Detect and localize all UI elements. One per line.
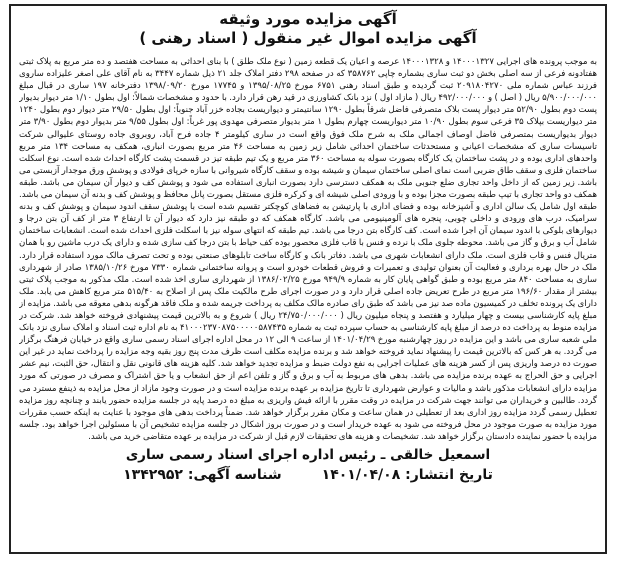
signature-line: اسمعیل خالقی ـ رئیس اداره اجرای اسناد رسمی ساری	[125, 447, 491, 463]
notice-id-label: شناسه آگهی:	[187, 467, 282, 483]
notice-id-value: ۱۳۴۲۹۵۲	[123, 467, 183, 483]
publication-date	[322, 466, 493, 484]
notice-id	[123, 466, 282, 484]
notice-header	[11, 6, 605, 48]
publication-date-label: تاریخ انتشار:	[405, 467, 493, 483]
notice-body: به موجب پرونده های اجرایی ۱۴۰۰۰۱۳۲۷ و ۱۴۰۰۰۱۳۲۸ عرصه و اعیان یک قطعه زمین ( نوع ملک طلق ) با بنای احداثی به مساحت هفتصد و ده متر مربع به پلاک ثبتی هفتادونه فرعی از سه اصلی بخش دو ثبت ساری بشماره چاپی ۳۵۸۷۶۲ که در صفحه ۲۹۸ دفتر املاک جلد ۲۱ ذیل شماره ۳۴۴۷ به نام آقای علی اصغر علیزاده ساروی فرزند عباس شماره ملی ۲۰۹۱۸۰۴۲۷۰ ثبت گردیده و طبق اسناد رهنی ۶۷۵۱ مورخ ۱۳۹۵/۰۸/۲۵ و ۱۷۷۴۵ مورخ ۱۳۹۸/۰۹/۲۰ دفترخانه ۱۹۷ ساری در قبال مبلغ ۵/۹۰۰/۰۰۰/۰۰۰ ریال ( اصل ) و ۴۹۲/۰۰۰/۰۰۰ ریال ( مازاد اول ) نزد بانک کشاورزی در قید رهن قرار دارد. با حدود و مشخصات شمالاً: اول بطول ۱/۱۰ متر دیوار بدیوار پست دوم بطول ۵۲/۹۰ متر دیوار پست بلاک متصرفی فاضل شرقاً بطول ۱۲۹۰ سانتیمتر و دیواریست بجاده خزر آباد جنوباً: اول بطول ۲۹/۵۰ متر دیوار دوم بطول ۱۲۴۰ متر دیواریست بپلاک ۳۵ فرعی سوم بطول ۱۰/۹۰ متر دیواریست چهارم بطول ۱ متر بدیوار متصرفی مهدوی پور غرباً: اول بطول ۹/۵۵ متر بدیوار دوم بطول ۳/۹۰ متر دیوار بدیواریست بمتصرفی فاضل اوصاف اجمالی ملک به شرح ملک فوق واقع است در ساری کیلومتر ۴ جاده فرح آباد، روبروی جاده روستای علیوالی شرکت تاسیسات ساری که مشخصات اعیانی و مستحدثات ساختمان احداثی شامل زیر زمین به مساحت ۴۶ متر مربع بصورت انباری، همکف به مساحت ۱۳۴ متر مربع واحدهای اداری بوده و در پشت ساختمان یک کارگاه بصورت سوله به مساحت ۳۶۰ متر مربع و یک تیم طبقه تیز در قسمت پشت کارگاه احداث شده است. نوع اسکلت ساختمان فلزی و سقف طاق ضربی است نمای اصلی ساختمان سیمان و شیشه بوده و سقف کارگاه شیروانی با سازه خرپای فولادی و پوشش ورق موجدار آزبستی می باشد. زیر زمین که از داخل واحد تجاری ضلع جنوبی ملک به همکف دسترسی دارد بصورت انباری استفاده می شود و پوشش کف و دیوار آن سیمان می باشد. طبقه همکف دو واحد تجاری با تیپ طبقه بصورت مجزا بوده و با ورودی اصلی شیشه ای و کرکره فلزی مستقل بصورت پانل محافظ و پوشش کف و بدنه آن سیمان می باشد. طبقه اول شامل یک سالن اداری و آشپزخانه بوده و فضای اداری با پارتیشن به فضاهای کوچکتر تقسیم شده است با پوشش سقف اندود سیمان و پوشش کف و بدنه سرامیک، درب های ورودی و داخلی چوبی، پنجره های آلومینیومی می باشد. کارگاه همکف که دو طبقه نیز دارد که دیوار آن تا ارتفاع ۳ متر از کف آن بتن درجا و دیوارهای بلوکی با اندود سیمان آن اجرا شده است. کف کارگاه بتن درجا می باشد. تیم طبقه که انتهای سوله نیز با اسکلت فلزی احداث شده است. انشعابات ساختمان شامل آب و برق و گاز می باشد. محوطه جلوی ملک با نرده و فنس با قاب فلزی محصور بوده کف حیاط با بتن درجا کف سازی شده و دارای یک درب ماشین رو با همان متریال فنس و قاب فلزی است. ملک دارای انشعابات شهری می باشد. دفاتر بانک و کارگاه ساخت تابلوهای صنعتی بوده و تحت تصرف مالک مورد استفاده قرار دارد. ملک در حال بهره برداری و فعالیت آن بعنوان تولیدی و تعمیرات و فروش قطعات خودرو است و پروانه ساختمانی شماره ۷۳۳۰ مورخ ۱۳۸۵/۱۰/۲۶ صادر از شهرداری ساری به مساحت ۸۴۰ متر مربع بوده و طبق گواهی پایان کار به شماره ۹۴۹/۹ مورخ ۱۳۸۶/۰۲/۲۵ از شهرداری ساری اخذ شده است. ملک مذکور به موجب پلاک ثبتی بیشتر از مقدار ۱۹۶/۶۰ متر مربع در طرح تعریض جاده اصلی قرار دارد و در صورت اجرای طرح مالکیت ملک پس از اصلاح به ۵۱۵/۴۰ متر مربع کاهش می یابد. ملک دارای یک پرونده تخلف در کمیسیون ماده صد نیز می باشد که طبق رای صادره مالک مکلف به پرداخت جریمه شده و ملک فاقد هرگونه بدهی معوقه می باشد. مزایده از مبلغ پایه کارشناسی بیست و چهار میلیارد و هفتصد و پنجاه میلیون ریال ( ۲۴/۷۵۰/۰۰۰/۰۰۰ ریال ) شروع و به بالاترین قیمت پیشنهادی فروخته خواهد شد. شرکت در مزایده منوط به پرداخت ده درصد از مبلغ پایه کارشناسی به حساب سپرده ثبت به شماره ۴۱۰۰۰۲۳۷۰۸۷۵۰۰۰۰۰۵۸۷۴۳۵ به نام اداره ثبت اسناد و املاک ساری نزد بانک ملی شعبه ساری می باشد و این مزایده در روز چهارشنبه مورخ ۱۴۰۱/۰۴/۲۹ از ساعت ۹ الی ۱۲ در محل اداره اجرای اسناد رسمی ساری واقع در خیابان فرهنگ برگزار می گردد. به هر کس که بالاترین قیمت را پیشنهاد نماید فروخته خواهد شد و برنده مزایده مکلف است ظرف مدت پنج روز بقیه وجه مزایده را پرداخت نماید در غیر این صورت ده درصد واریزی پس از کسر هزینه های عملیات اجرایی به نفع دولت ضبط و مزایده تجدید خواهد شد. کلیه هزینه های قانونی نقل و انتقال، حق الثبت، نیم عشر اجرایی و حق الحراج به عهده برنده مزایده می باشد. بدهی های مربوط به آب و برق و گاز و تلفن اعم از حق انشعاب و یا حق اشتراک و مصرف در صورتی که مورد مزایده دارای انشعابات مذکور باشد و مالیات و عوارض شهرداری تا تاریخ مزایده بر عهده برنده مزایده است و در صورت وجود مازاد از محل مزایده به ذینفع مسترد می گردد. طالبین و خریداران می توانند جهت شرکت در مزایده در وقت مقرر با ارائه فیش واریزی به مبلغ ده درصد پایه در جلسه مزایده حضور یابند و چنانچه روز مزایده تعطیل رسمی گردد مزایده روز اداری بعد از تعطیلی در همان ساعت و مکان مقرر برگزار خواهد شد. ضمناً پرداخت بدهی های موجود با عنایت به اینکه حسب مقررات مورد مزایده به صورت موجود در محل فروخته می شود به عهده خریدار است و در صورت بروز اشکال در جلسه مزایده تشخیص آن با مسئولین اجرا خواهد بود. جلسه مزایده با حضور نماینده دادستان برگزار خواهد شد. تشخیصات و هزینه های تحقیقات لازم قبل از شرکت در مزایده بر عهده متقاضی خرید می باشد.	[19, 57, 597, 442]
auction-notice	[9, 4, 607, 554]
notice-subtitle: آگهی مزایده اموال غیر منقول ( اسناد رهنی )	[139, 29, 477, 47]
notice-footer	[11, 466, 605, 484]
notice-title: آگهی مزایده مورد وثیقه	[219, 10, 397, 28]
publication-date-value: ۱۴۰۱/۰۴/۰۸	[321, 467, 401, 483]
